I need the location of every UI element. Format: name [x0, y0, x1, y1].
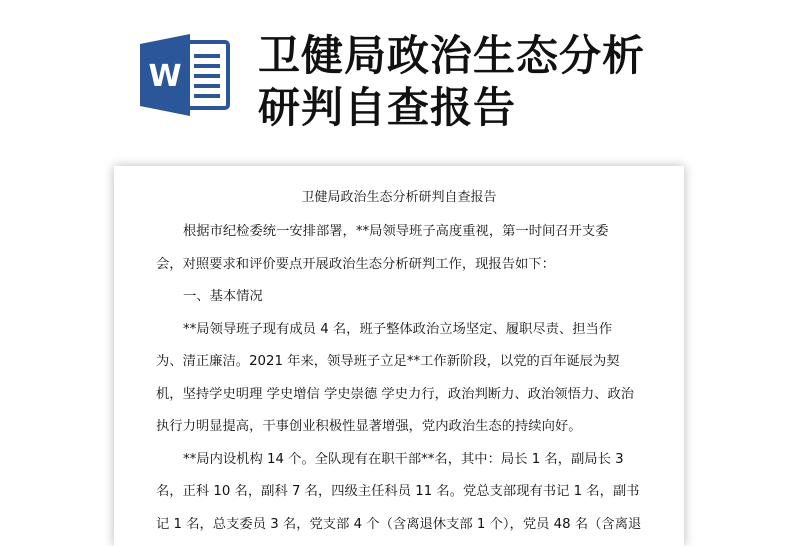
section-heading: 一、基本情况 — [183, 289, 263, 304]
document-body — [156, 216, 648, 541]
body-line: **局领导班子现有成员 4 名，班子整体政治立场坚定、履职尽责、担当作 — [183, 321, 613, 337]
document-page — [114, 166, 684, 546]
banner-title — [258, 30, 778, 134]
banner-title-line-2: 研判自查报告 — [258, 83, 517, 132]
body-line: 执行力明显提高，干事创业积极性显著增强，党内政治生态的持续向好。 — [156, 419, 582, 434]
word-document-icon — [140, 34, 232, 116]
body-line: 为、清正廉洁。2021 年来，领导班子立足**工作新阶段，以党的百年诞辰为契 — [156, 354, 620, 369]
banner-title-line-1: 卫健局政治生态分析 — [258, 31, 646, 80]
body-line: 名，正科 10 名，副科 7 名，四级主任科员 11 名。党总支部现有书记 1 名，副书 — [156, 484, 640, 499]
document-title: 卫健局政治生态分析研判自查报告 — [301, 190, 497, 205]
body-line: **局内设机构 14 个。全队现有在职干部**名，其中：局长 1 名，副局长 3 — [183, 451, 624, 467]
body-line: 根据市纪检委统一安排部署，**局领导班子高度重视，第一时间召开支委 — [183, 224, 609, 239]
body-line: 会，对照要求和评价要点开展政治生态分析研判工作，现报告如下： — [156, 256, 555, 272]
body-line: 记 1 名，总支委员 3 名，党支部 4 个（含离退休支部 1 个），党员 48 名（含离退 — [156, 516, 642, 532]
banner — [0, 0, 800, 160]
word-icon-letter: W — [148, 59, 182, 94]
body-line: 机，坚持学史明理 学史增信 学史崇德 学史力行，政治判断力、政治领悟力、政治 — [156, 386, 635, 402]
